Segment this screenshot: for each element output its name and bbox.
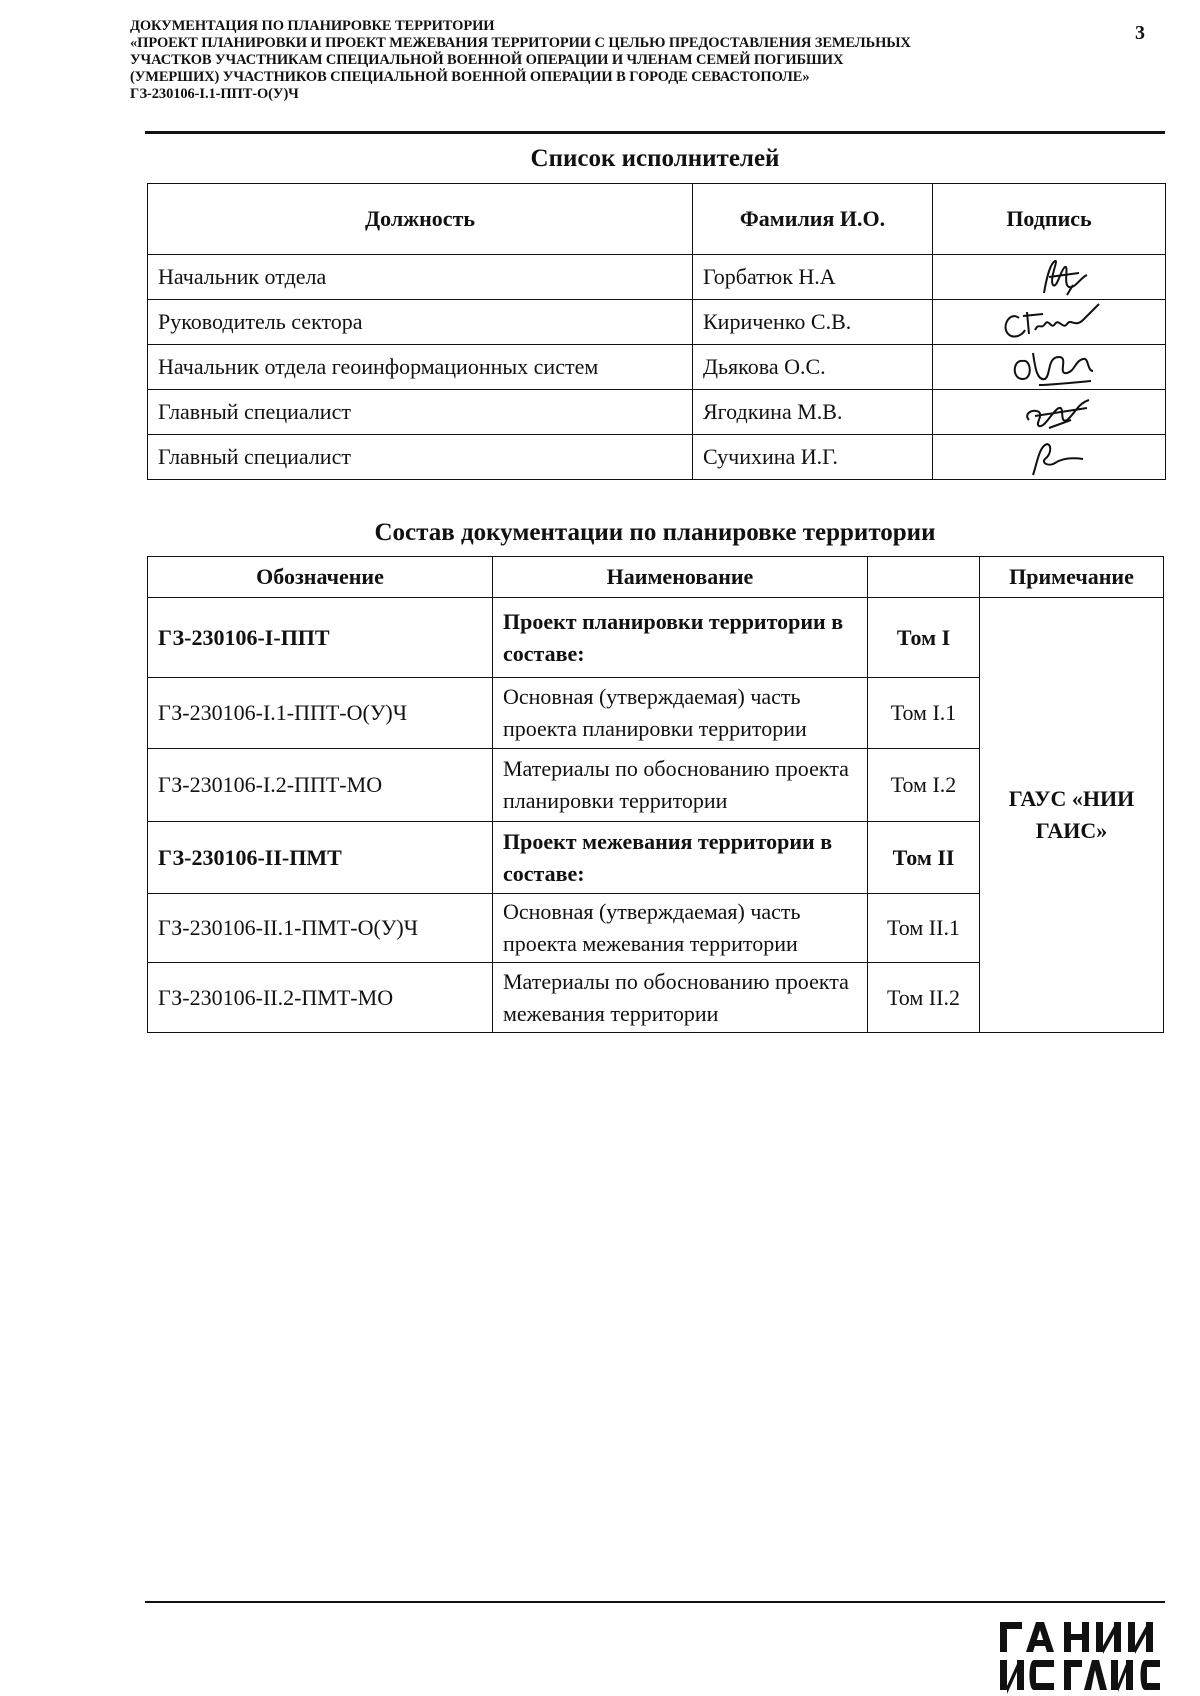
table-row bbox=[148, 255, 1166, 300]
table-row bbox=[148, 300, 1166, 345]
doc-name: Проект планировки территории в составе: bbox=[493, 598, 868, 678]
column-header-volume bbox=[868, 557, 980, 598]
executors-table bbox=[147, 183, 1166, 480]
executor-position: Главный специалист bbox=[148, 435, 693, 480]
doc-code: ГЗ-230106-I.1-ППТ-О(У)Ч bbox=[148, 678, 493, 749]
doc-volume: Том II.2 bbox=[868, 963, 980, 1033]
signature-cell bbox=[933, 345, 1166, 390]
signature-image bbox=[979, 390, 1119, 434]
executor-position: Главный специалист bbox=[148, 390, 693, 435]
doc-volume: Том I.1 bbox=[868, 678, 980, 749]
doc-code: ГЗ-230106-II.1-ПМТ-О(У)Ч bbox=[148, 894, 493, 963]
column-header-title: Наименование bbox=[493, 557, 868, 598]
header-divider bbox=[145, 131, 1165, 134]
doc-volume: Том I bbox=[868, 598, 980, 678]
doc-volume: Том II bbox=[868, 822, 980, 894]
table-row bbox=[148, 390, 1166, 435]
doc-code: ГЗ-230106-I-ППТ bbox=[148, 598, 493, 678]
column-header-note: Примечание bbox=[980, 557, 1164, 598]
signature-cell bbox=[933, 255, 1166, 300]
executor-name: Кириченко С.В. bbox=[693, 300, 933, 345]
signature-image bbox=[979, 300, 1119, 344]
executors-title: Список исполнителей bbox=[530, 145, 780, 172]
page-number: 3 bbox=[1135, 22, 1145, 44]
doc-note: ГАУС «НИИ ГАИС» bbox=[980, 598, 1164, 1033]
nii-gais-logo bbox=[1000, 1616, 1160, 1696]
executor-name: Ягодкина М.В. bbox=[693, 390, 933, 435]
executor-name: Горбатюк Н.А bbox=[693, 255, 933, 300]
documentation-header-row bbox=[148, 557, 1164, 598]
column-header-designation: Обозначение bbox=[148, 557, 493, 598]
table-row bbox=[148, 345, 1166, 390]
doc-name: Материалы по обоснованию проекта межевания территории bbox=[493, 963, 868, 1033]
doc-name: Основная (утверждаемая) часть проекта планировки территории bbox=[493, 678, 868, 749]
column-header-signature: Подпись bbox=[933, 184, 1166, 255]
column-header-position: Должность bbox=[148, 184, 693, 255]
signature-image bbox=[979, 345, 1119, 389]
executors-header-row bbox=[148, 184, 1166, 255]
executor-position: Начальник отдела bbox=[148, 255, 693, 300]
doc-volume: Том I.2 bbox=[868, 749, 980, 822]
document-header bbox=[130, 18, 1090, 103]
documentation-title: Состав документации по планировке территории bbox=[374, 519, 936, 546]
signature-cell bbox=[933, 390, 1166, 435]
signature-cell bbox=[933, 435, 1166, 480]
executor-position: Руководитель сектора bbox=[148, 300, 693, 345]
doc-code: ГЗ-230106-II-ПМТ bbox=[148, 822, 493, 894]
table-row bbox=[148, 435, 1166, 480]
header-line-3: УЧАСТКОВ УЧАСТНИКАМ СПЕЦИАЛЬНОЙ ВОЕННОЙ ОПЕРАЦИИ И ЧЛЕНАМ СЕМЕЙ ПОГИБШИХ bbox=[130, 52, 844, 68]
header-line-2: «ПРОЕКТ ПЛАНИРОВКИ И ПРОЕКТ МЕЖЕВАНИЯ ТЕРРИТОРИИ С ЦЕЛЬЮ ПРЕДОСТАВЛЕНИЯ ЗЕМЕЛЬНЫХ bbox=[130, 35, 911, 51]
column-header-name: Фамилия И.О. bbox=[693, 184, 933, 255]
signature-image bbox=[979, 435, 1119, 479]
executor-name: Сучихина И.Г. bbox=[693, 435, 933, 480]
doc-code: ГЗ-230106-I.2-ППТ-МО bbox=[148, 749, 493, 822]
doc-name: Материалы по обоснованию проекта планировки территории bbox=[493, 749, 868, 822]
doc-volume: Том II.1 bbox=[868, 894, 980, 963]
documentation-table bbox=[147, 556, 1164, 1033]
header-line-1: ДОКУМЕНТАЦИЯ ПО ПЛАНИРОВКЕ ТЕРРИТОРИИ bbox=[130, 18, 495, 34]
doc-code: ГЗ-230106-II.2-ПМТ-МО bbox=[148, 963, 493, 1033]
footer-divider bbox=[145, 1601, 1165, 1603]
signature-cell bbox=[933, 300, 1166, 345]
doc-name: Основная (утверждаемая) часть проекта межевания территории bbox=[493, 894, 868, 963]
doc-name: Проект межевания территории в составе: bbox=[493, 822, 868, 894]
executor-name: Дьякова О.С. bbox=[693, 345, 933, 390]
signature-image bbox=[989, 255, 1109, 299]
header-document-code: ГЗ-230106-I.1-ППТ-О(У)Ч bbox=[130, 86, 299, 102]
header-line-4: (УМЕРШИХ) УЧАСТНИКОВ СПЕЦИАЛЬНОЙ ВОЕННОЙ ОПЕРАЦИИ В ГОРОДЕ СЕВАСТОПОЛЕ» bbox=[130, 69, 810, 85]
table-row bbox=[148, 598, 1164, 678]
executor-position: Начальник отдела геоинформационных систем bbox=[148, 345, 693, 390]
